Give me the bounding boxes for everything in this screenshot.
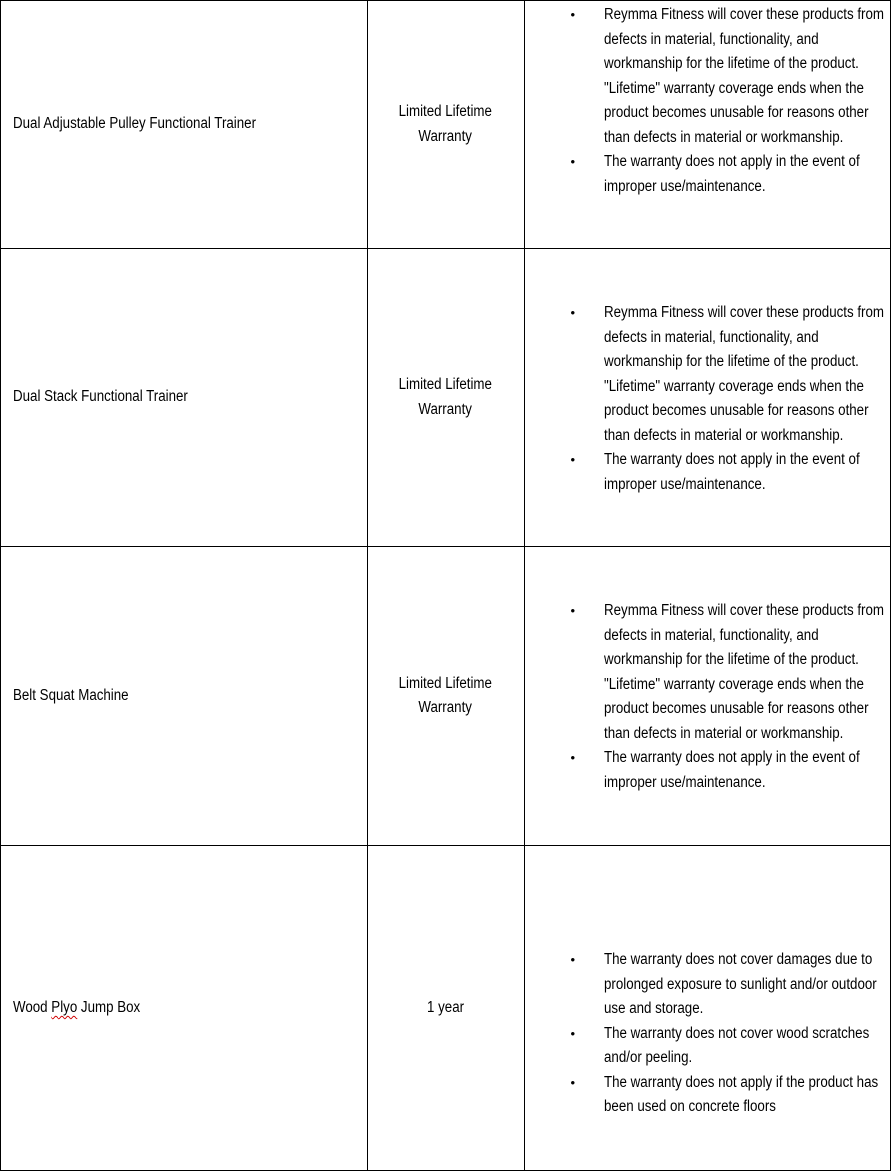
product-name: Dual Adjustable Pulley Functional Trainer <box>13 115 257 133</box>
terms-list <box>525 3 891 199</box>
product-cell <box>1 846 368 1171</box>
term-line: The warranty does not apply in the event of <box>603 153 860 170</box>
table-row <box>1 249 891 547</box>
list-item <box>525 1022 891 1071</box>
term-line: workmanship for the lifetime of the product. <box>603 651 859 668</box>
bullet-icon: • <box>570 154 576 169</box>
term-line: The warranty does not apply in the event of <box>603 451 860 468</box>
terms-list <box>525 301 891 497</box>
terms-list <box>525 948 891 1120</box>
bullet-icon: • <box>570 305 576 320</box>
product-cell <box>1 249 368 547</box>
terms-cell <box>524 846 891 1171</box>
term-line: The warranty does not apply if the product has <box>603 1073 878 1091</box>
product-cell <box>1 547 368 846</box>
term-line: than defects in material or workmanship. <box>603 426 843 444</box>
term-line: prolonged exposure to sunlight and/or outdoor <box>603 975 877 993</box>
term-line: "Lifetime" warranty coverage ends when the <box>603 675 864 693</box>
product-name-part: Wood <box>13 998 52 1016</box>
table-row <box>1 547 891 846</box>
product-name <box>13 996 140 1021</box>
term-line: improper use/maintenance. <box>603 475 766 493</box>
term-line: been used on concrete floors <box>603 1098 776 1115</box>
list-item <box>525 746 891 795</box>
list-item <box>525 948 891 1022</box>
warranty-cell <box>367 547 524 846</box>
term-line: The warranty does not cover damages due to <box>603 951 872 968</box>
list-item <box>525 1071 891 1120</box>
product-name: Dual Stack Functional Trainer <box>13 388 188 406</box>
term-line: defects in material, functionality, and <box>603 328 819 346</box>
bullet-icon: • <box>570 1025 576 1041</box>
bullet-icon: • <box>570 750 576 765</box>
list-item <box>525 3 891 150</box>
warranty-line: Warranty <box>418 400 473 418</box>
term-line: "Lifetime" warranty coverage ends when the <box>603 377 864 395</box>
term-line: product becomes unusable for reasons other <box>603 700 869 717</box>
term-line: and/or peeling. <box>603 1049 692 1066</box>
term-line: The warranty does not cover wood scratches <box>603 1024 869 1042</box>
table-row <box>1 1 891 249</box>
warranty-line: Warranty <box>418 127 473 145</box>
product-cell <box>1 1 368 249</box>
term-line: Reymma Fitness will cover these products from <box>603 602 884 619</box>
term-line: improper use/maintenance. <box>603 773 766 791</box>
term-line: than defects in material or workmanship. <box>603 128 843 146</box>
term-line: improper use/maintenance. <box>603 177 766 195</box>
warranty-line: Limited Lifetime <box>398 376 493 393</box>
product-name-part: Jump Box <box>77 998 141 1016</box>
term-line: "Lifetime" warranty coverage ends when the <box>603 79 864 97</box>
bullet-icon: • <box>570 603 576 618</box>
term-line: Reymma Fitness will cover these products from <box>603 304 884 321</box>
term-line: than defects in material or workmanship. <box>603 724 843 742</box>
bullet-icon: • <box>570 952 576 967</box>
bullet-icon: • <box>570 452 576 467</box>
list-item <box>525 599 891 746</box>
term-line: product becomes unusable for reasons other <box>603 104 869 121</box>
warranty-line: 1 year <box>426 998 465 1016</box>
table-row <box>1 846 891 1171</box>
bullet-icon: • <box>570 7 576 22</box>
bullet-icon: • <box>570 1074 576 1090</box>
term-line: Reymma Fitness will cover these products from <box>603 6 884 23</box>
spellcheck-word: Plyo <box>51 998 78 1016</box>
term-line: workmanship for the lifetime of the product. <box>603 353 859 370</box>
term-line: workmanship for the lifetime of the product. <box>603 55 859 72</box>
list-item <box>525 448 891 497</box>
warranty-cell <box>367 1 524 249</box>
warranty-line: Limited Lifetime <box>398 103 493 120</box>
term-line: use and storage. <box>603 1000 703 1017</box>
term-line: product becomes unusable for reasons other <box>603 402 869 419</box>
warranty-line: Warranty <box>418 699 473 716</box>
terms-cell <box>524 249 891 547</box>
term-line: The warranty does not apply in the event of <box>603 749 860 766</box>
warranty-cell <box>367 846 524 1171</box>
terms-cell <box>524 547 891 846</box>
warranty-cell <box>367 249 524 547</box>
terms-cell <box>524 1 891 249</box>
terms-list <box>525 599 891 795</box>
list-item <box>525 301 891 448</box>
list-item <box>525 150 891 199</box>
product-name: Belt Squat Machine <box>13 686 129 704</box>
warranty-line: Limited Lifetime <box>398 674 493 692</box>
term-line: defects in material, functionality, and <box>603 30 819 48</box>
term-line: defects in material, functionality, and <box>603 626 819 644</box>
